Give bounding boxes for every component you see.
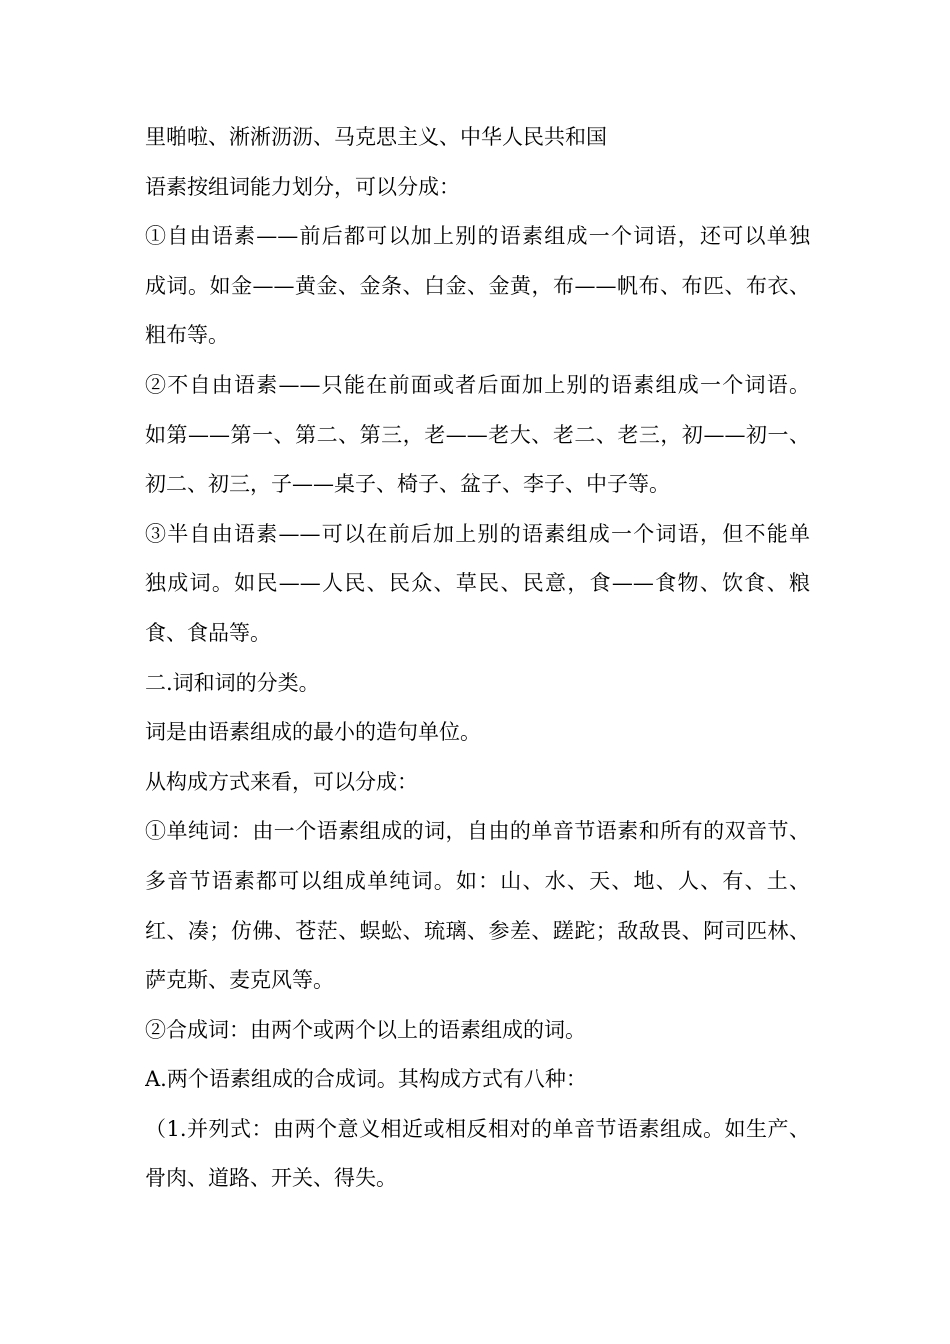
text-line-9: ③半自由语素——可以在前后加上别的语素组成一个词语，但不能单	[145, 521, 810, 546]
text-line-10: 独成词。如民——人民、民众、草民、民意，食——食物、饮食、粮	[145, 571, 810, 596]
text-line-22: 骨肉、道路、开关、得失。	[145, 1166, 397, 1191]
text-line-21: （1.并列式：由两个意义相近或相反相对的单音节语素组成。如生产、	[145, 1116, 810, 1141]
text-line-5: 粗布等。	[145, 323, 229, 348]
text-line-6: ②不自由语素——只能在前面或者后面加上别的语素组成一个词语。	[145, 372, 810, 397]
text-line-7: 如第——第一、第二、第三，老——老大、老二、老三，初——初一、	[145, 422, 810, 447]
text-line-20: A.两个语素组成的合成词。其构成方式有八种：	[145, 1067, 587, 1092]
text-line-19: ②合成词：由两个或两个以上的语素组成的词。	[145, 1017, 586, 1042]
section-heading: 二.词和词的分类。	[145, 670, 320, 695]
text-line-13: 词是由语素组成的最小的造句单位。	[145, 720, 481, 745]
text-line-18: 萨克斯、麦克风等。	[145, 968, 334, 993]
text-line-14: 从构成方式来看，可以分成：	[145, 769, 418, 794]
text-line-15: ①单纯词：由一个语素组成的词，自由的单音节语素和所有的双音节、	[145, 819, 810, 844]
text-line-1: 里啪啦、淅淅沥沥、马克思主义、中华人民共和国	[145, 125, 607, 149]
text-line-3: ①自由语素——前后都可以加上别的语素组成一个词语，还可以单独	[145, 224, 810, 249]
text-line-16: 多音节语素都可以组成单纯词。如：山、水、天、地、人、有、土、	[145, 868, 810, 893]
text-line-17: 红、凑；仿佛、苍茫、蜈蚣、琉璃、参差、蹉跎；敌敌畏、阿司匹林、	[145, 918, 810, 943]
document-body	[145, 113, 810, 1204]
text-line-11: 食、食品等。	[145, 620, 271, 645]
text-line-8: 初二、初三，子——桌子、椅子、盆子、李子、中子等。	[145, 472, 670, 497]
text-line-4: 成词。如金——黄金、金条、白金、金黄，布——帆布、布匹、布衣、	[145, 273, 810, 298]
text-line-2: 语素按组词能力划分，可以分成：	[145, 174, 460, 199]
